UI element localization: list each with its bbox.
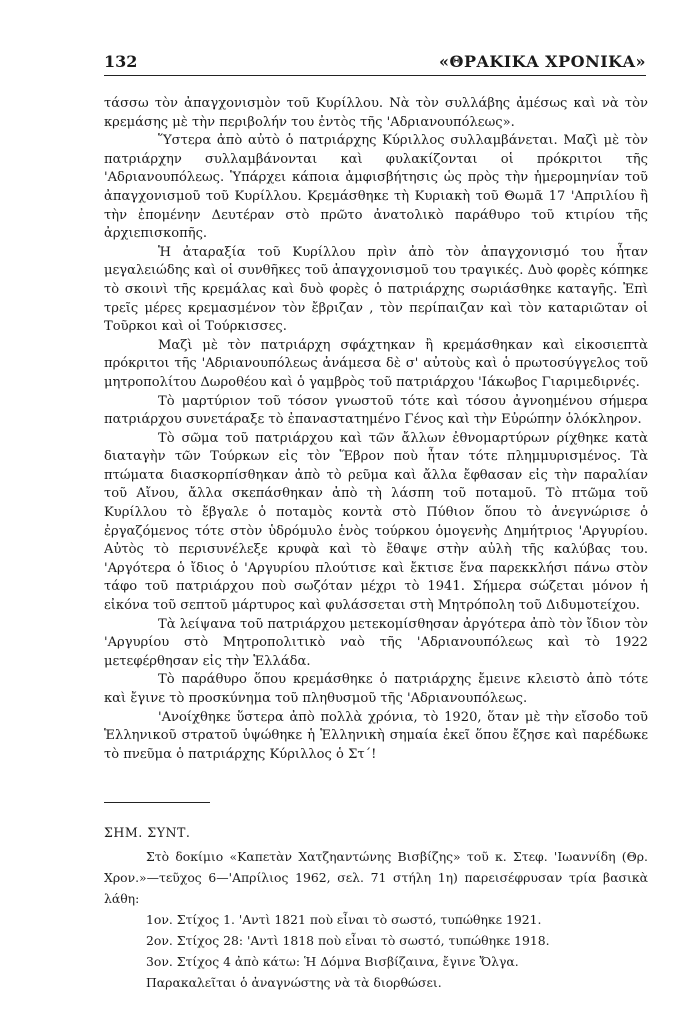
paragraph: Ὕστερα ἀπὸ αὐτὸ ὁ πατριάρχης Κύριλλος συλλαμβάνεται. Μαζὶ μὲ τὸν πατριάρχην συλλαμβάνονται καὶ φυλακίζονται οἱ πρόκριτοι τῆς 'Αδριανουπόλεως. Ὑπάρχει κάποια ἀμφισβήτησις ὡς πρὸς τὴν ἡμερομηνίαν τοῦ ἀπαγχονισμοῦ τοῦ Κυρίλλου. Κρεμάσθηκε τὴ Κυριακὴ τοῦ Θωμᾶ 17 'Απριλίου ἢ τὴν ἐπομένην Δευτέραν στὸ πρῶτο ἀνατολικὸ παράθυρο τοῦ κτιρίου τῆς ἀρχιεπισκοπῆς. <box>104 133 648 242</box>
paragraph: Τὸ παράθυρο ὅπου κρεμάσθηκε ὁ πατριάρχης ἔμεινε κλειστὸ ἀπὸ τότε καὶ ἔγινε τὸ προσκύνημα τοῦ πληθυσμοῦ τῆς 'Αδριανουπόλεως. <box>104 672 648 706</box>
editor-note-heading: ΣΗΜ. ΣΥΝΤ. <box>104 825 191 840</box>
running-title: «ΘΡΑΚΙΚΑ ΧΡΟΝΙΚΑ» <box>439 52 646 71</box>
page-number: 132 <box>104 52 138 71</box>
page-header <box>104 52 646 74</box>
editor-note-closing: Παρακαλεῖται ὁ ἀναγνώστης νὰ τὰ διορθώσει. <box>146 975 442 990</box>
paragraph: Ἡ ἀταραξία τοῦ Κυρίλλου πρὶν ἀπὸ τὸν ἀπαγχονισμό του ἦταν μεγαλειώδης καὶ οἱ συνθῆκες τοῦ ἀπαγχονισμοῦ του τραγικές. Δυὸ φορὲς κόπηκε τὸ σκοινὶ τῆς κρεμάλας καὶ δυὸ φορὲς ὁ πατριάρχης σωριάσθηκε καταγῆς. Ἐπὶ τρεῖς μέρες κρεμασμένον τὸν ἔβριζαν , τὸν περίπαιζαν καὶ τὸν καταριῶταν οἱ Τοῦρκοι καὶ οἱ Τούρκισσες. <box>104 244 648 335</box>
paragraph: Τὸ σῶμα τοῦ πατριάρχου καὶ τῶν ἄλλων ἐθνομαρτύρων ρίχθηκε κατὰ διαταγὴν τῶν Τούρκων εἰς τὸν Ἕβρον ποὺ ἦταν τότε πλημμυρισμένος. Τὰ πτώματα διασκορπίσθηκαν ἀπὸ τὸ ρεῦμα καὶ ἄλλα ἔφθασαν εἰς τὴν παραλίαν τοῦ Αἴνου, ἄλλα σκεπάσθηκαν ἀπὸ τὴ λάσπη τοῦ ποταμοῦ. Τὸ πτῶμα τοῦ Κυρίλλου τὸ ἔβγαλε ὁ ποταμὸς κοντὰ στὸ Πύθιον ὅπου τὸ ἀνεγνώρισε ὁ ἐργαζόμενος τότε στὸν ὑδρόμυλο ἑνὸς τούρκου ὁμογενὴς Δημήτριος 'Αργυρίου. Αὐτὸς τὸ περισυνέλεξε κρυφὰ καὶ τὸ ἔθαψε στὴν αὐλὴ τῆς καλύβας του. 'Αργότερα ὁ ἴδιος ὁ 'Αργυρίου πλούτισε καὶ ἔκτισε ἕνα παρεκκλήσι πάνω στὸν τάφο τοῦ πατριάρχου ποὺ σωζόταν μέχρι τὸ 1941. Σήμερα σώζεται μόνον ἡ εἰκόνα τοῦ σεπτοῦ μάρτυρος καὶ φυλάσσεται στὴ Μητρόπολη τοῦ Διδυμοτείχου. <box>104 430 648 614</box>
editor-note <box>104 846 648 993</box>
paragraph: τάσσω τὸν ἀπαγχονισμὸν τοῦ Κυρίλλου. Νὰ τὸν συλλάβης ἀμέσως καὶ νὰ τὸν κρεμάσης μὲ τὴν περιβολήν του ἐντὸς τῆς 'Αδριανουπόλεως». <box>104 96 648 130</box>
paragraph: Μαζὶ μὲ τὸν πατριάρχη σφάχτηκαν ἢ κρεμάσθηκαν καὶ εἰκοσιεπτὰ πρόκριτοι τῆς 'Αδριανουπόλεως ἀνάμεσα δὲ σ' αὐτοὺς καὶ ὁ πρωτοσύγγελος τοῦ μητροπολίτου Δωροθέου καὶ ὁ γαμβρὸς τοῦ πατριάρχου 'Ιάκωβος Γιαριμεδιρνές. <box>104 337 648 390</box>
erratum-item: 1ον. Στίχος 1. 'Αντὶ 1821 ποὺ εἶναι τὸ σωστό, τυπώθηκε 1921. <box>146 912 542 927</box>
editor-note-lead: Στὸ δοκίμιο «Καπετὰν Χατζηαντώνης Βισβίζης» τοῦ κ. Στεφ. 'Ιωαννίδη (Θρ. Χρον.»—τεῦχος 6—'Απρίλιος 1962, σελ. 71 στήλη 1η) παρεισέφρυσαν τρία βασικὰ λάθη: <box>104 849 648 906</box>
header-rule <box>104 75 646 76</box>
paragraph: Τὰ λείψανα τοῦ πατριάρχου μετεκομίσθησαν ἀργότερα ἀπὸ τὸν ἴδιον τὸν 'Αργυρίου στὸ Μητροπολιτικὸ ναὸ τῆς 'Αδριανουπόλεως καὶ τὸ 1922 μετεφέρθησαν εἰς τὴν Ἑλλάδα. <box>104 616 648 669</box>
paragraph: Τὸ μαρτύριον τοῦ τόσον γνωστοῦ τότε καὶ τόσου ἀγνοημένου σήμερα πατριάρχου συνετάραξε τὸ ἐπαναστατημένο Γένος καὶ τὴν Εὐρώπην ὁλόκληρον. <box>104 393 648 428</box>
article-body <box>104 95 648 764</box>
erratum-item: 2ον. Στίχος 28: 'Αντὶ 1818 ποὺ εἶναι τὸ σωστό, τυπώθηκε 1918. <box>146 933 550 948</box>
paragraph: 'Ανοίχθηκε ὕστερα ἀπὸ πολλὰ χρόνια, τὸ 1920, ὅταν μὲ τὴν εἴσοδο τοῦ Ἑλληνικοῦ στρατοῦ ὑψώθηκε ἡ Ἑλληνικὴ σημαία ἐκεῖ ὅπου ἔζησε καὶ παρέδωκε τὸ πνεῦμα ὁ πατριάρχης Κύριλλος ὁ Στ΄! <box>104 709 648 762</box>
erratum-item: 3ον. Στίχος 4 ἀπὸ κάτω: Ἡ Δόμνα Βισβίζαινα, ἔγινε Ὄλγα. <box>146 954 519 969</box>
footnote-rule <box>104 802 210 803</box>
